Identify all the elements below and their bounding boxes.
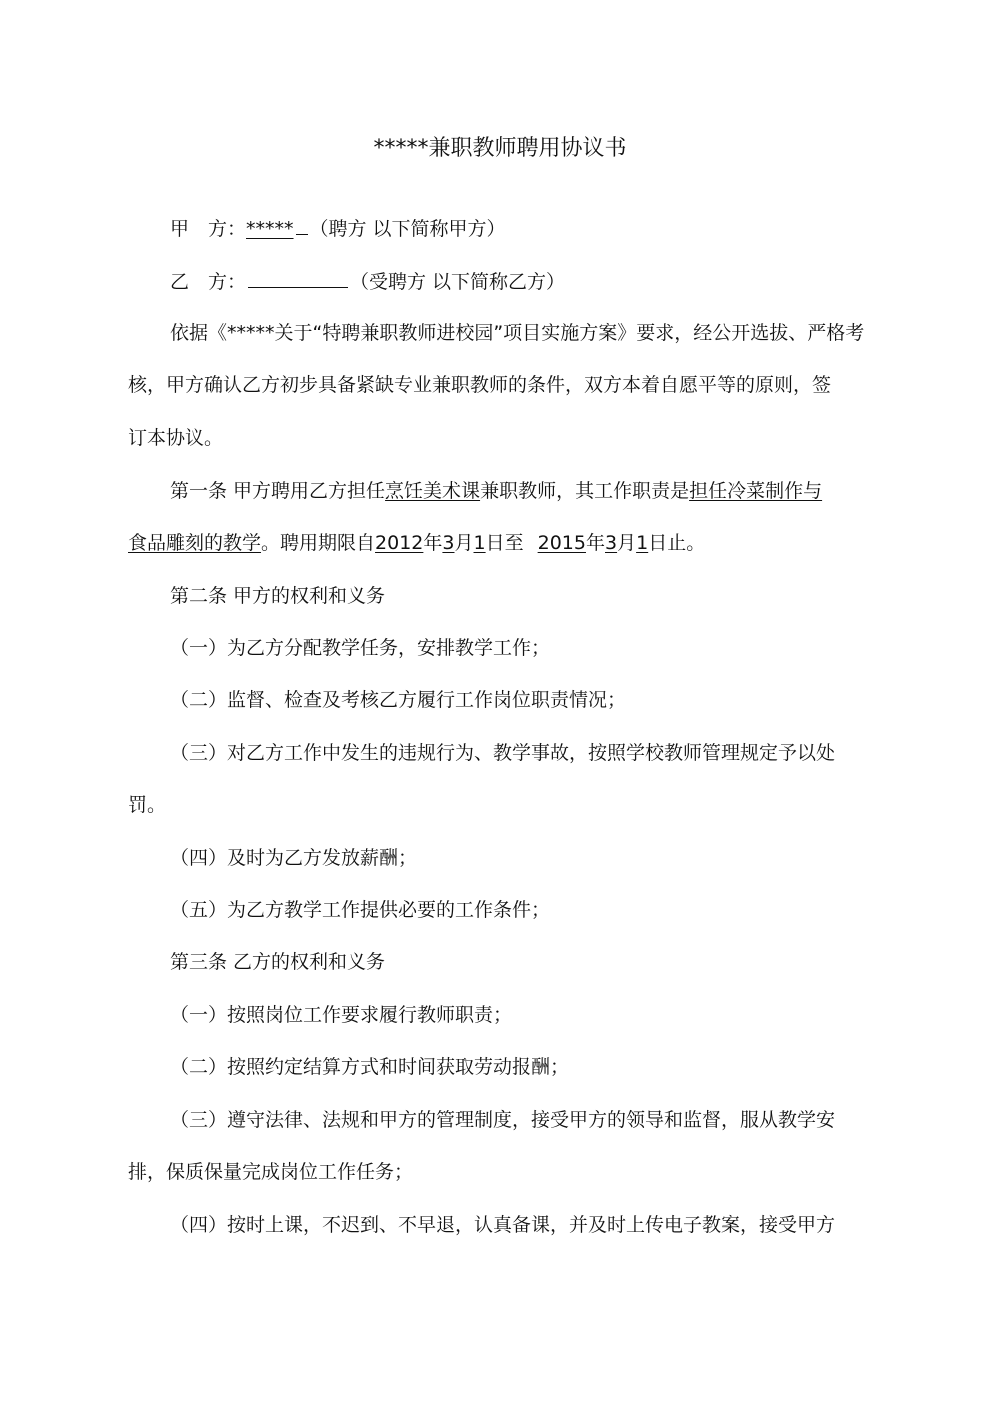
article-3-item: （二）按照约定结算方式和时间获取劳动报酬； [170,1056,570,1078]
party-a-note: （聘方 以下简称甲方） [309,218,506,240]
article-3-heading: 第三条 乙方的权利和义务 [170,951,386,973]
year-suffix: 年 [585,532,605,554]
end-month: 3 [605,532,618,554]
intro-line-3: 订本协议。 [128,427,224,449]
start-month: 3 [442,532,455,554]
month-suffix: 月 [617,532,637,554]
article-2-item: （二）监督、检查及考核乙方履行工作岗位职责情况； [170,689,627,711]
article-1-mid: 兼职教师，其工作职责是 [480,480,690,502]
party-b-note: （受聘方 以下简称乙方） [350,271,566,293]
month-suffix: 月 [454,532,474,554]
party-a-label: 甲 方： [170,218,247,240]
party-b-blank [248,267,348,288]
article-2-item-cont: 罚。 [128,794,167,816]
article-2-item: （四）及时为乙方发放薪酬； [170,847,418,869]
party-b-line [170,267,888,296]
intro-line-2: 核，甲方确认乙方初步具备紧缺专业兼职教师的条件，双方本着自愿平等的原则，签 [128,374,832,396]
year-suffix: 年 [423,532,443,554]
party-a-underline [296,214,308,235]
article-3-item: （三）遵守法律、法规和甲方的管理制度，接受甲方的领导和监督，服从教学安 [170,1109,836,1131]
start-day: 1 [473,532,486,554]
article-3-item-cont: 排，保质保量完成岗位工作任务； [128,1161,414,1183]
start-year: 2012 [375,532,424,554]
end-day: 1 [636,532,649,554]
article-3-item: （一）按照岗位工作要求履行教师职责； [170,1004,513,1026]
article-1-prefix: 第一条 甲方聘用乙方担任 [170,480,386,502]
party-a-value: ***** [246,218,294,240]
article-1-duty-2: 食品雕刻的教学 [128,532,262,554]
article-2-item: （五）为乙方教学工作提供必要的工作条件； [170,899,551,921]
document-title: *****兼职教师聘用协议书 [373,136,627,161]
article-3-item: （四）按时上课，不迟到、不早退，认真备课，并及时上传电子教案，接受甲方 [170,1214,836,1236]
article-1-line-2 [128,529,888,557]
article-2-heading: 第二条 甲方的权利和义务 [170,585,386,607]
article-1-period-prefix: 。聘用期限自 [261,532,376,554]
end-year: 2015 [537,532,586,554]
article-2-item: （三）对乙方工作中发生的违规行为、教学事故，按照学校教师管理规定予以处 [170,742,836,764]
article-1-line-1 [170,477,888,505]
party-a-line [170,214,888,243]
intro-line-1: 依据《*****关于“特聘兼职教师进校园”项目实施方案》要求，经公开选拔、严格考 [170,322,865,344]
party-b-label: 乙 方： [170,271,247,293]
article-1-course: 烹饪美术课 [385,480,481,502]
day-to: 日至 [485,532,524,554]
article-2-item: （一）为乙方分配教学任务，安排教学工作； [170,637,551,659]
article-1-duty-1: 担任冷菜制作与 [689,480,823,502]
day-end: 日止。 [648,532,706,554]
